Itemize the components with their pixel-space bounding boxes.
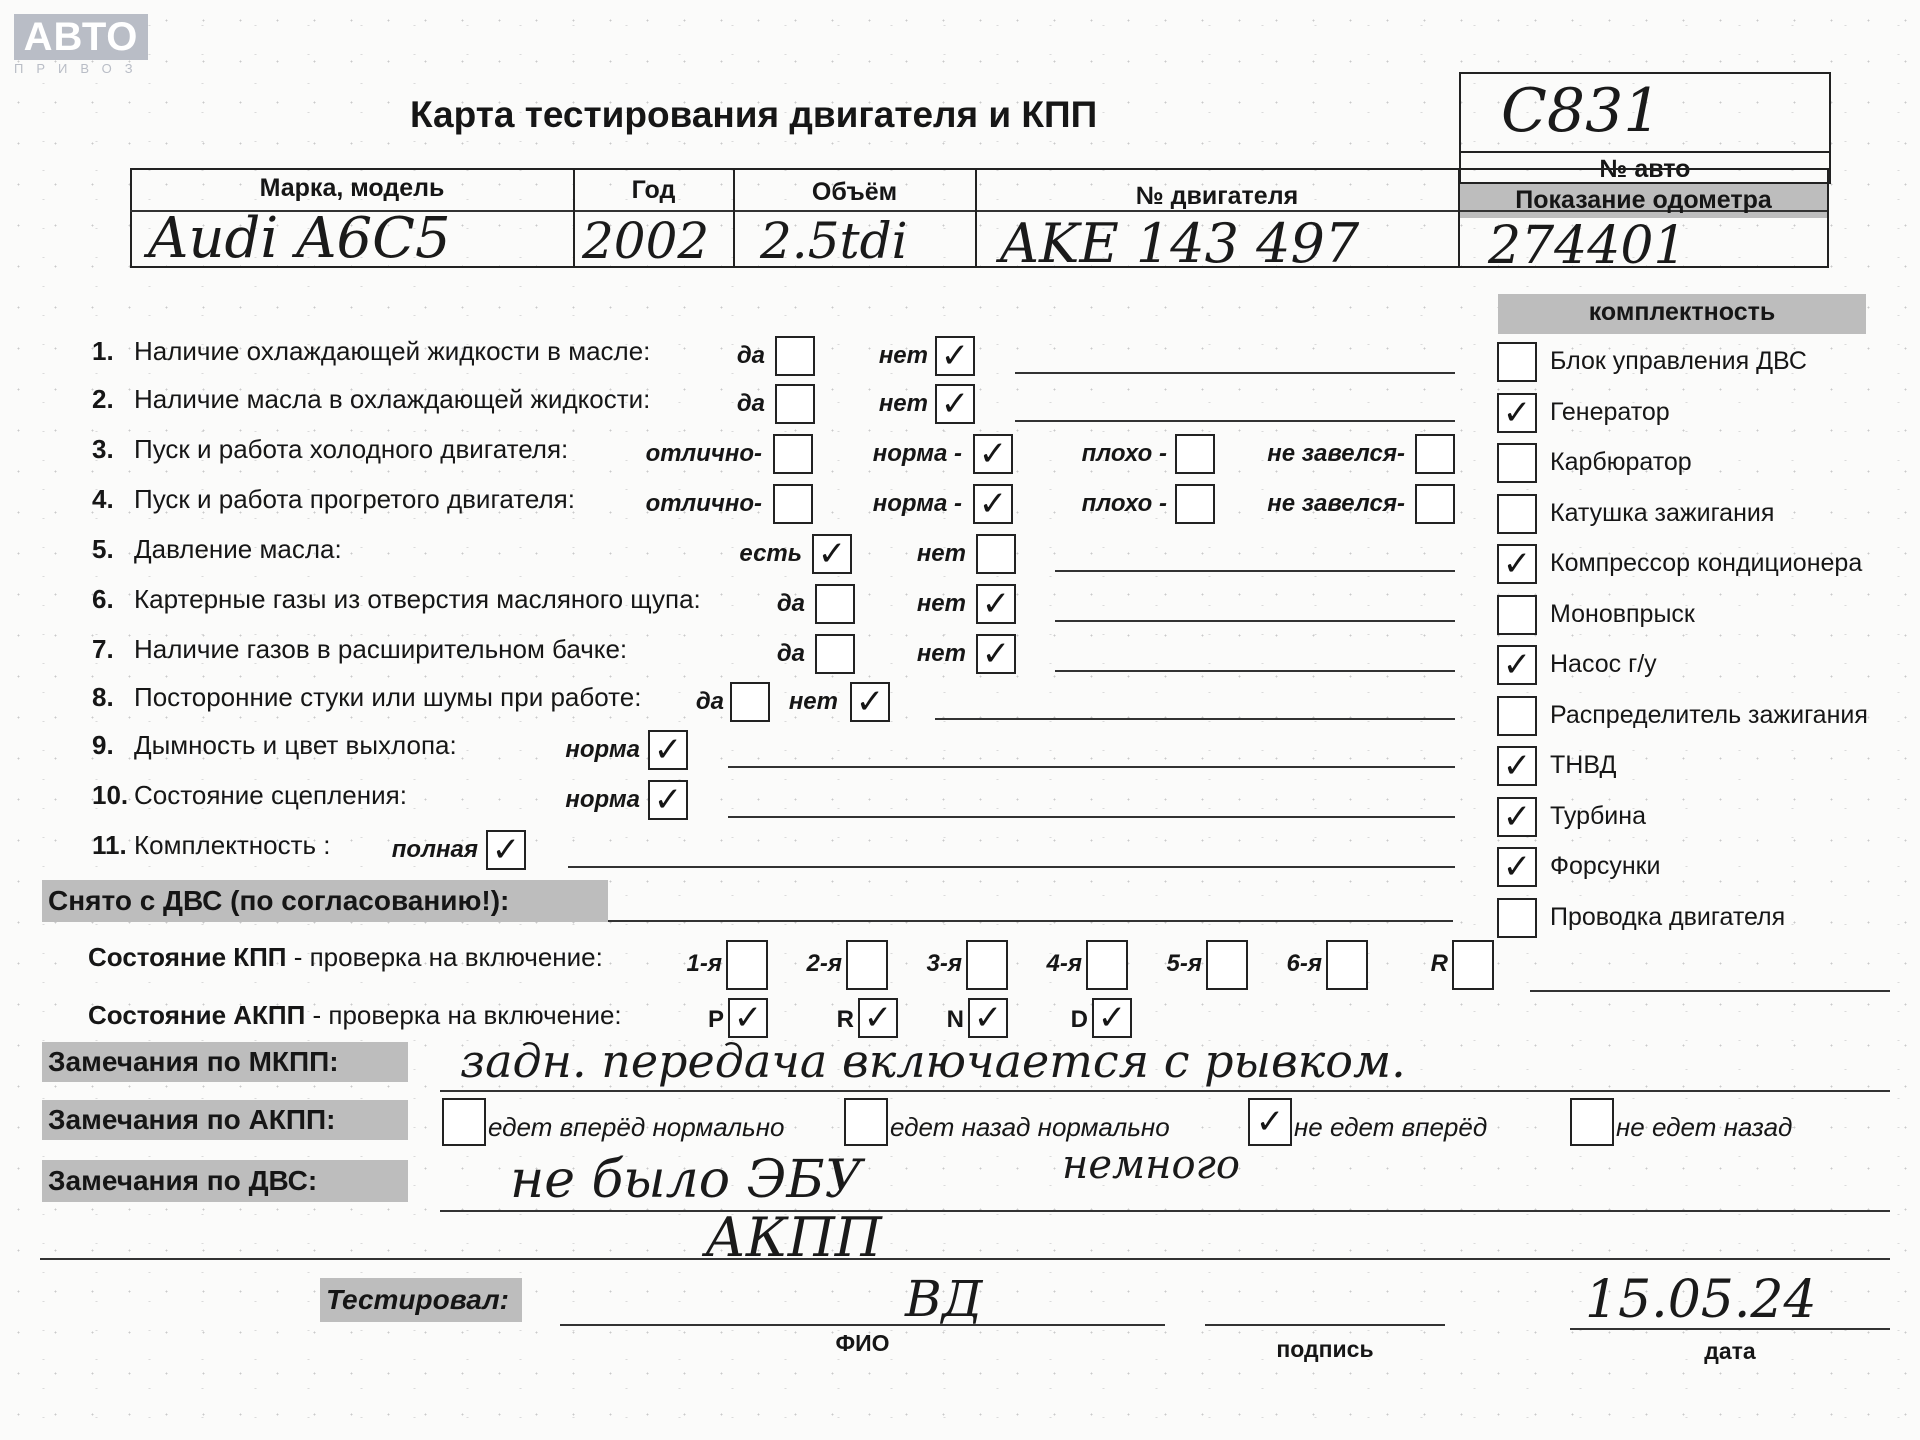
kit-item-label: Форсунки bbox=[1550, 852, 1661, 880]
kpp-gear-label: 2-я bbox=[806, 950, 842, 977]
question-checkbox[interactable] bbox=[730, 682, 770, 722]
remarks-dvs-note: немного bbox=[1062, 1142, 1240, 1188]
kit-item-label: Насос г/у bbox=[1550, 650, 1657, 678]
engine-label: № двигателя bbox=[1135, 182, 1299, 210]
question-option-label: не завелся- bbox=[1267, 440, 1405, 467]
akpp-remark-checkbox[interactable] bbox=[844, 1098, 888, 1146]
question-number: 1. bbox=[92, 336, 114, 366]
fio-line bbox=[560, 1324, 1165, 1326]
akpp-mode-label: D bbox=[1070, 1006, 1088, 1033]
question-checkbox[interactable] bbox=[775, 384, 815, 424]
kit-checkbox[interactable] bbox=[1497, 342, 1537, 382]
question-text: Наличие масла в охлаждающей жидкости: bbox=[134, 384, 651, 414]
kit-item-label: Турбина bbox=[1550, 801, 1646, 830]
question-text: Дымность и цвет выхлопа: bbox=[134, 730, 457, 760]
question-answer-line bbox=[1055, 570, 1455, 572]
date-label: дата bbox=[1704, 1338, 1756, 1364]
date-line bbox=[1570, 1328, 1890, 1330]
kpp-gear-checkbox[interactable] bbox=[846, 940, 888, 990]
question-checkbox[interactable] bbox=[815, 584, 855, 624]
question-option-label: норма - bbox=[872, 490, 962, 517]
question-option-label: нет bbox=[878, 390, 928, 417]
kit-checkbox[interactable] bbox=[1497, 696, 1537, 736]
question-number: 2. bbox=[92, 384, 114, 414]
question-checkbox[interactable]: ✓ bbox=[973, 484, 1013, 524]
question-number: 4. bbox=[92, 484, 114, 514]
car-number-value: C831 bbox=[1501, 76, 1662, 146]
question-answer-line bbox=[1015, 420, 1455, 422]
sign-line bbox=[1205, 1324, 1445, 1326]
question-10 bbox=[92, 780, 407, 811]
question-11 bbox=[92, 830, 331, 861]
volume-label: Объём bbox=[811, 178, 898, 206]
question-2 bbox=[92, 384, 650, 415]
akpp-mode-checkbox[interactable]: ✓ bbox=[728, 998, 768, 1038]
question-text: Комплектность : bbox=[134, 830, 331, 860]
question-option-label: да bbox=[776, 640, 805, 667]
kit-checkbox[interactable]: ✓ bbox=[1497, 746, 1537, 786]
question-checkbox[interactable]: ✓ bbox=[648, 780, 688, 820]
question-number: 11. bbox=[92, 830, 127, 860]
question-answer-line bbox=[728, 816, 1455, 818]
kpp-label-bold: Состояние КПП bbox=[88, 942, 287, 972]
question-checkbox[interactable]: ✓ bbox=[850, 682, 890, 722]
akpp-remark-label: едет вперёд нормально bbox=[488, 1112, 785, 1142]
akpp-remark-checkbox[interactable]: ✓ bbox=[1248, 1098, 1292, 1146]
question-checkbox[interactable]: ✓ bbox=[812, 534, 852, 574]
kpp-gear-label: R bbox=[1430, 950, 1448, 977]
akpp-mode-checkbox[interactable]: ✓ bbox=[858, 998, 898, 1038]
kit-item-label: Генератор bbox=[1550, 397, 1670, 426]
kit-item-label: Распределитель зажигания bbox=[1550, 700, 1868, 729]
kpp-gear-checkbox[interactable] bbox=[726, 940, 768, 990]
question-answer-line bbox=[728, 766, 1455, 768]
kpp-gear-label: 4-я bbox=[1046, 950, 1082, 977]
question-checkbox[interactable] bbox=[1415, 434, 1455, 474]
car-number-label: № авто bbox=[1461, 151, 1829, 184]
fio-label: ФИО bbox=[835, 1330, 890, 1356]
year-value: 2002 bbox=[582, 212, 710, 270]
question-checkbox[interactable]: ✓ bbox=[935, 336, 975, 376]
question-option-label: нет bbox=[916, 640, 966, 667]
col-divider-4 bbox=[1458, 170, 1460, 266]
question-checkbox[interactable] bbox=[773, 484, 813, 524]
removed-label: Снято с ДВС (по согласованию!): bbox=[42, 880, 608, 922]
akpp-label-bold: Состояние АКПП bbox=[88, 1000, 306, 1030]
remarks-mkpp-value: задн. передача включается с рывком. bbox=[460, 1034, 1406, 1088]
question-number: 8. bbox=[92, 682, 114, 712]
akpp-remark-label: едет назад нормально bbox=[890, 1112, 1170, 1142]
question-option-label: норма - bbox=[872, 440, 962, 467]
akpp-mode-checkbox[interactable]: ✓ bbox=[1092, 998, 1132, 1038]
question-number: 10. bbox=[92, 780, 129, 810]
question-option-label: отлично- bbox=[645, 490, 762, 517]
question-checkbox[interactable]: ✓ bbox=[648, 730, 688, 770]
question-option-label: не завелся- bbox=[1267, 490, 1405, 517]
question-number: 3. bbox=[92, 434, 114, 464]
question-9 bbox=[92, 730, 457, 761]
kit-item-label: Блок управления ДВС bbox=[1550, 347, 1807, 375]
kpp-label bbox=[88, 942, 603, 973]
kit-checkbox[interactable] bbox=[1497, 898, 1537, 938]
question-checkbox[interactable] bbox=[1175, 434, 1215, 474]
logo-sub: ПРИВОЗ bbox=[14, 61, 146, 76]
question-option-label: плохо - bbox=[1081, 440, 1167, 467]
kit-checkbox[interactable] bbox=[1497, 595, 1537, 635]
odometer-value: 274401 bbox=[1488, 216, 1687, 276]
logo bbox=[14, 14, 148, 76]
question-option-label: норма bbox=[565, 786, 640, 813]
question-answer-line bbox=[1055, 620, 1455, 622]
akpp-remark-checkbox[interactable] bbox=[1570, 1098, 1614, 1146]
kpp-gear-checkbox[interactable] bbox=[966, 940, 1008, 990]
question-number: 7. bbox=[92, 634, 114, 664]
brand-value: Audi A6C5 bbox=[148, 206, 451, 271]
question-answer-line bbox=[568, 866, 1455, 868]
question-checkbox[interactable] bbox=[773, 434, 813, 474]
kit-item-label: Моновпрыск bbox=[1550, 599, 1695, 628]
page-title: Карта тестирования двигателя и КПП bbox=[410, 94, 1098, 135]
kit-checkbox[interactable]: ✓ bbox=[1497, 847, 1537, 887]
question-checkbox[interactable]: ✓ bbox=[935, 384, 975, 424]
kit-item-label: ТНВД bbox=[1550, 751, 1617, 779]
logo-main: АВТО bbox=[14, 14, 148, 60]
akpp-mode-label: N bbox=[946, 1006, 964, 1033]
remarks-dvs-value: не было ЭБУ bbox=[510, 1150, 863, 1210]
kit-checkbox[interactable]: ✓ bbox=[1497, 544, 1537, 584]
akpp-remark-label: не едет вперёд bbox=[1294, 1112, 1488, 1142]
question-text: Наличие газов в расширительном бачке: bbox=[134, 634, 628, 664]
volume-value: 2.5tdi bbox=[760, 212, 908, 270]
question-6 bbox=[92, 584, 701, 615]
kpp-gear-checkbox[interactable] bbox=[1086, 940, 1128, 990]
akpp-label bbox=[88, 1000, 622, 1031]
question-text: Пуск и работа холодного двигателя: bbox=[134, 434, 569, 464]
akpp-mode-label: P bbox=[707, 1006, 724, 1033]
kpp-label-rest: - проверка на включение: bbox=[286, 942, 603, 972]
question-option-label: нет bbox=[916, 540, 966, 567]
kit-item-label: Катушка зажигания bbox=[1550, 498, 1775, 527]
question-checkbox[interactable] bbox=[775, 336, 815, 376]
question-1 bbox=[92, 336, 650, 367]
kpp-gear-checkbox[interactable] bbox=[1206, 940, 1248, 990]
removed-line bbox=[608, 920, 1453, 922]
question-option-label: есть bbox=[739, 540, 802, 567]
date-value: 15.05.24 bbox=[1585, 1270, 1817, 1330]
kpp-gear-label: 6-я bbox=[1286, 950, 1322, 977]
kit-checkbox[interactable] bbox=[1497, 494, 1537, 534]
engine-value: AKE 143 497 bbox=[1000, 212, 1360, 275]
kit-checkbox[interactable]: ✓ bbox=[1497, 393, 1537, 433]
akpp-label-rest: - проверка на включение: bbox=[305, 1000, 622, 1030]
question-option-label: да bbox=[695, 688, 724, 715]
question-option-label: отлично- bbox=[645, 440, 762, 467]
remarks-akpp-label: Замечания по АКПП: bbox=[42, 1100, 408, 1140]
kit-checkbox[interactable] bbox=[1497, 443, 1537, 483]
remarks-mkpp-label: Замечания по МКПП: bbox=[42, 1042, 408, 1082]
question-text: Давление масла: bbox=[134, 534, 342, 564]
question-text: Состояние сцепления: bbox=[134, 780, 407, 810]
question-checkbox[interactable] bbox=[976, 534, 1016, 574]
akpp-mode-label: R bbox=[836, 1006, 854, 1033]
kpp-line bbox=[1530, 990, 1890, 992]
kit-item-label: Компрессор кондиционера bbox=[1550, 549, 1863, 577]
kit-item-label: Карбюратор bbox=[1550, 448, 1692, 476]
question-checkbox[interactable]: ✓ bbox=[976, 584, 1016, 624]
remarks-dvs-line bbox=[440, 1210, 1890, 1212]
kpp-gear-label: 1-я bbox=[686, 950, 722, 977]
tested-label: Тестировал: bbox=[320, 1278, 522, 1322]
question-checkbox[interactable]: ✓ bbox=[973, 434, 1013, 474]
question-checkbox[interactable] bbox=[1415, 484, 1455, 524]
question-option-label: да bbox=[736, 390, 765, 417]
fio-value: ВД bbox=[905, 1270, 983, 1328]
odometer-label: Показание одометра bbox=[1515, 186, 1772, 214]
remarks-dvs-line2: АКПП bbox=[705, 1206, 882, 1269]
kpp-gear-label: 5-я bbox=[1166, 950, 1202, 977]
question-checkbox[interactable]: ✓ bbox=[486, 830, 526, 870]
akpp-remark-label: не едет назад bbox=[1616, 1112, 1793, 1142]
question-text: Картерные газы из отверстия масляного щупа: bbox=[134, 584, 701, 614]
akpp-remark-checkbox[interactable] bbox=[442, 1098, 486, 1146]
question-checkbox[interactable] bbox=[815, 634, 855, 674]
question-number: 6. bbox=[92, 584, 114, 614]
question-3 bbox=[92, 434, 568, 465]
brand-label: Марка, модель bbox=[259, 174, 445, 202]
question-option-label: нет bbox=[878, 342, 928, 369]
kpp-gear-checkbox[interactable] bbox=[1326, 940, 1368, 990]
question-number: 5. bbox=[92, 534, 114, 564]
kit-checkbox[interactable]: ✓ bbox=[1497, 645, 1537, 685]
question-answer-line bbox=[935, 718, 1455, 720]
remarks-dvs-label: Замечания по ДВС: bbox=[42, 1160, 408, 1202]
question-7 bbox=[92, 634, 627, 665]
kit-checkbox[interactable]: ✓ bbox=[1497, 797, 1537, 837]
kit-title: комплектность bbox=[1588, 298, 1776, 326]
question-text: Посторонние стуки или шумы при работе: bbox=[134, 682, 642, 712]
question-number: 9. bbox=[92, 730, 114, 760]
remarks-mkpp-line bbox=[440, 1090, 1890, 1092]
question-4 bbox=[92, 484, 575, 515]
question-checkbox[interactable] bbox=[1175, 484, 1215, 524]
question-option-label: плохо - bbox=[1081, 490, 1167, 517]
question-option-label: нет bbox=[788, 688, 838, 715]
question-text: Пуск и работа прогретого двигателя: bbox=[134, 484, 575, 514]
question-answer-line bbox=[1055, 670, 1455, 672]
sign-label: подпись bbox=[1276, 1336, 1374, 1362]
question-checkbox[interactable]: ✓ bbox=[976, 634, 1016, 674]
question-5 bbox=[92, 534, 342, 565]
question-text: Наличие охлаждающей жидкости в масле: bbox=[134, 336, 651, 366]
remarks-dvs-line-2 bbox=[40, 1258, 1890, 1260]
question-option-label: да bbox=[776, 590, 805, 617]
kpp-gear-label: 3-я bbox=[926, 950, 962, 977]
akpp-mode-checkbox[interactable]: ✓ bbox=[968, 998, 1008, 1038]
question-option-label: норма bbox=[565, 736, 640, 763]
question-option-label: нет bbox=[916, 590, 966, 617]
question-answer-line bbox=[1015, 372, 1455, 374]
question-option-label: да bbox=[736, 342, 765, 369]
kpp-gear-checkbox[interactable] bbox=[1452, 940, 1494, 990]
year-label: Год bbox=[631, 176, 676, 204]
question-option-label: полная bbox=[391, 836, 478, 863]
question-8 bbox=[92, 682, 641, 713]
kit-item-label: Проводка двигателя bbox=[1550, 902, 1786, 931]
